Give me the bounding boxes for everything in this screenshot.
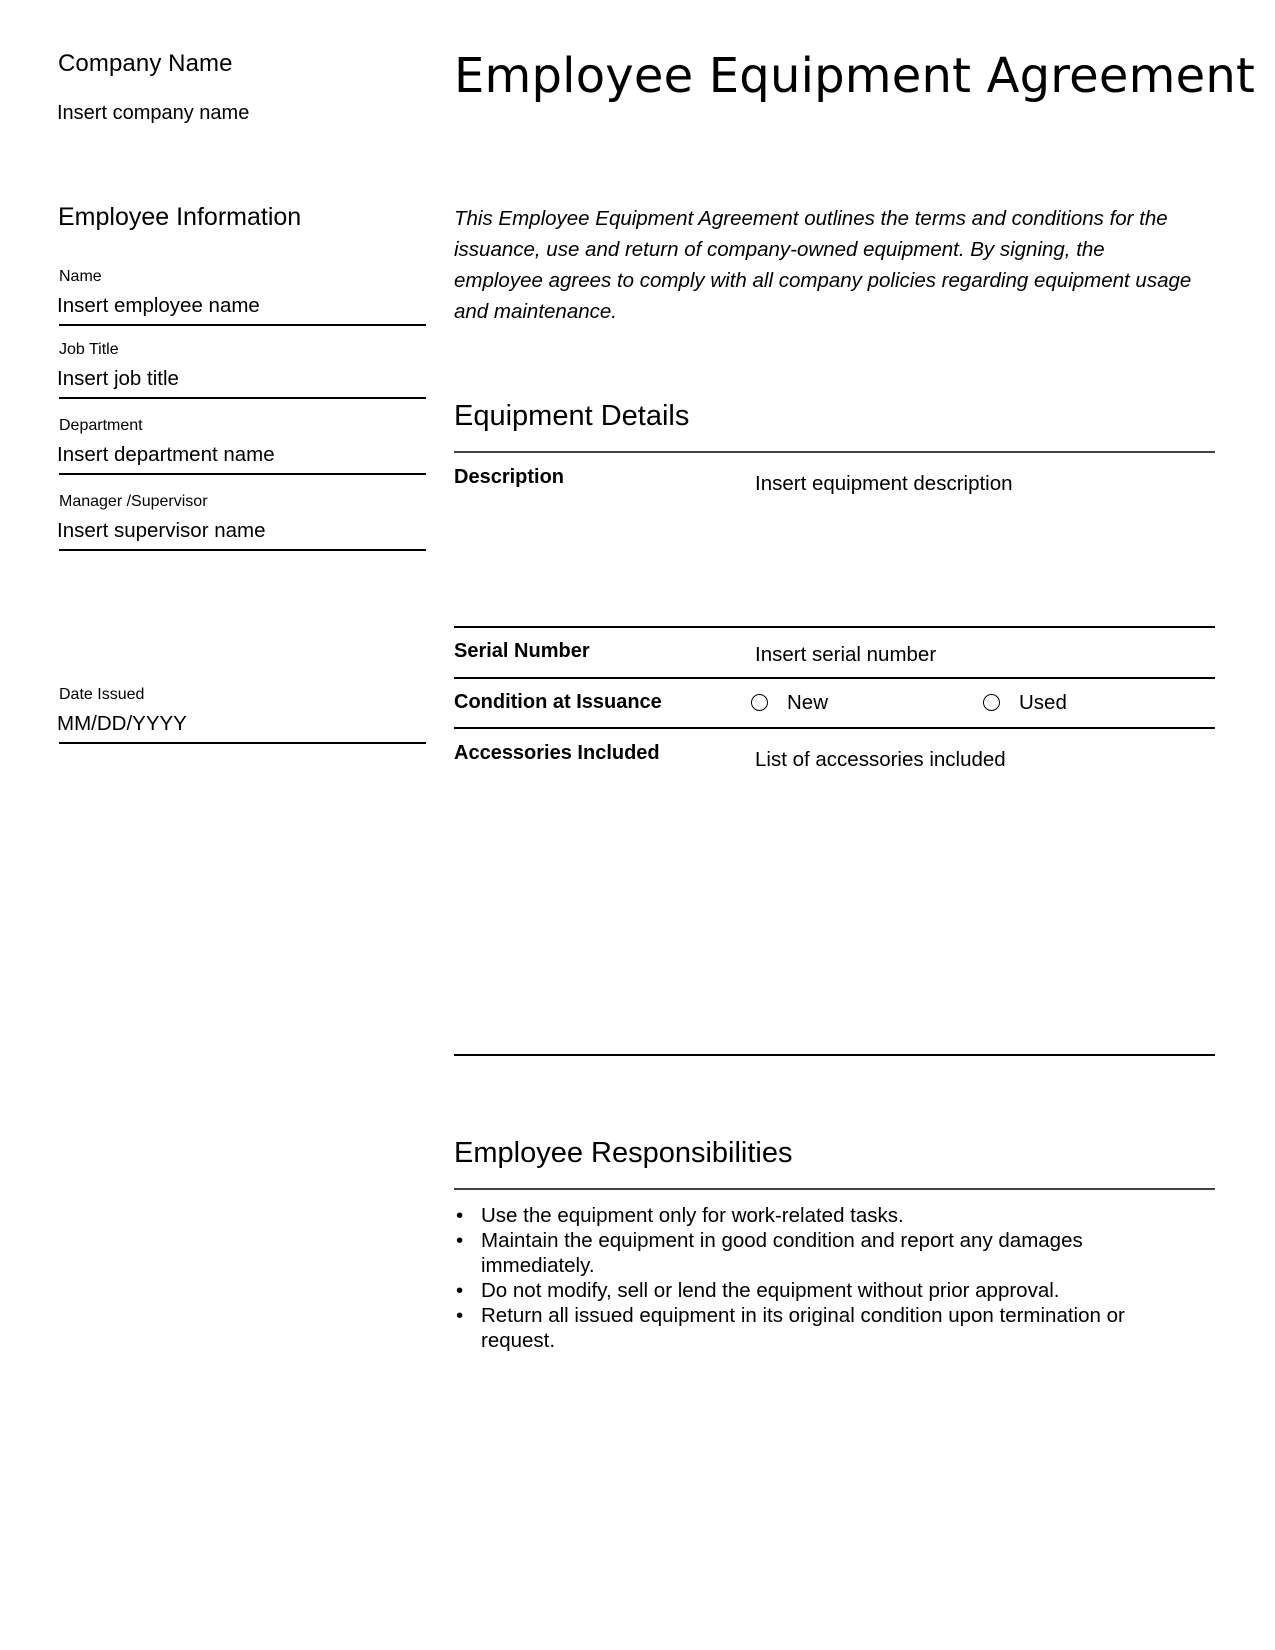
employee-responsibilities-heading: Employee Responsibilities (454, 1137, 793, 1169)
employee-information-heading: Employee Information (58, 203, 302, 231)
job-title-underline (59, 397, 426, 399)
serial-number-field[interactable]: Insert serial number (755, 643, 937, 666)
condition-new-label[interactable]: New (787, 691, 829, 714)
employee-name-underline (59, 324, 426, 326)
responsibility-text: Maintain the equipment in good condition and report any damages immediately. (481, 1229, 1083, 1277)
condition-used-label[interactable]: Used (1019, 691, 1067, 714)
employee-name-field-group (57, 268, 426, 326)
employee-name-label: Name (59, 268, 102, 285)
equipment-heading-divider (454, 451, 1215, 453)
description-field[interactable]: Insert equipment description (755, 472, 1013, 495)
bullet-icon: • (456, 1229, 464, 1252)
company-name-field[interactable]: Insert company name (57, 102, 250, 124)
condition-new-radio[interactable] (751, 694, 768, 711)
bullet-icon: • (456, 1279, 464, 1302)
job-title-label: Job Title (59, 341, 119, 358)
accessories-divider (454, 1054, 1215, 1056)
supervisor-underline (59, 549, 426, 551)
accessories-label: Accessories Included (454, 742, 660, 764)
department-field[interactable]: Insert department name (57, 443, 275, 466)
condition-used-radio[interactable] (983, 694, 1000, 711)
department-field-group (57, 417, 426, 475)
department-label: Department (59, 417, 143, 434)
responsibility-item (454, 1228, 1194, 1278)
job-title-field[interactable]: Insert job title (57, 367, 179, 390)
condition-label: Condition at Issuance (454, 691, 662, 713)
supervisor-field[interactable]: Insert supervisor name (57, 519, 266, 542)
description-label: Description (454, 466, 565, 488)
responsibility-item (454, 1303, 1194, 1353)
employee-name-field[interactable]: Insert employee name (57, 294, 260, 317)
bullet-icon: • (456, 1304, 464, 1327)
accessories-field[interactable]: List of accessories included (755, 748, 1006, 771)
responsibility-item (454, 1203, 1194, 1228)
date-issued-underline (59, 742, 426, 744)
responsibility-text: Do not modify, sell or lend the equipment without prior approval. (481, 1279, 1060, 1302)
condition-divider (454, 727, 1215, 729)
responsibility-text: Use the equipment only for work-related tasks. (481, 1204, 904, 1227)
date-issued-field[interactable]: MM/DD/YYYY (57, 712, 187, 735)
responsibility-item (454, 1278, 1194, 1303)
responsibilities-list (454, 1203, 1194, 1353)
date-issued-label: Date Issued (59, 686, 145, 703)
document-title: Employee Equipment Agreement (454, 48, 1255, 104)
supervisor-label: Manager /Supervisor (59, 493, 208, 510)
description-divider (454, 626, 1215, 628)
date-issued-field-group (57, 686, 426, 744)
equipment-details-heading: Equipment Details (454, 400, 690, 432)
intro-paragraph: This Employee Equipment Agreement outlines the terms and conditions for the issuance, use and return of company-owned equipment. By signing, the employee agrees to comply with all company policies regarding equipment usage and maintenance. (454, 207, 1192, 323)
serial-number-divider (454, 677, 1215, 679)
job-title-field-group (57, 341, 426, 399)
serial-number-label: Serial Number (454, 640, 590, 662)
company-name-heading: Company Name (58, 50, 233, 77)
responsibility-text: Return all issued equipment in its original condition upon termination or request. (481, 1304, 1125, 1352)
supervisor-field-group (57, 493, 426, 551)
bullet-icon: • (456, 1204, 464, 1227)
responsibilities-heading-divider (454, 1188, 1215, 1190)
department-underline (59, 473, 426, 475)
